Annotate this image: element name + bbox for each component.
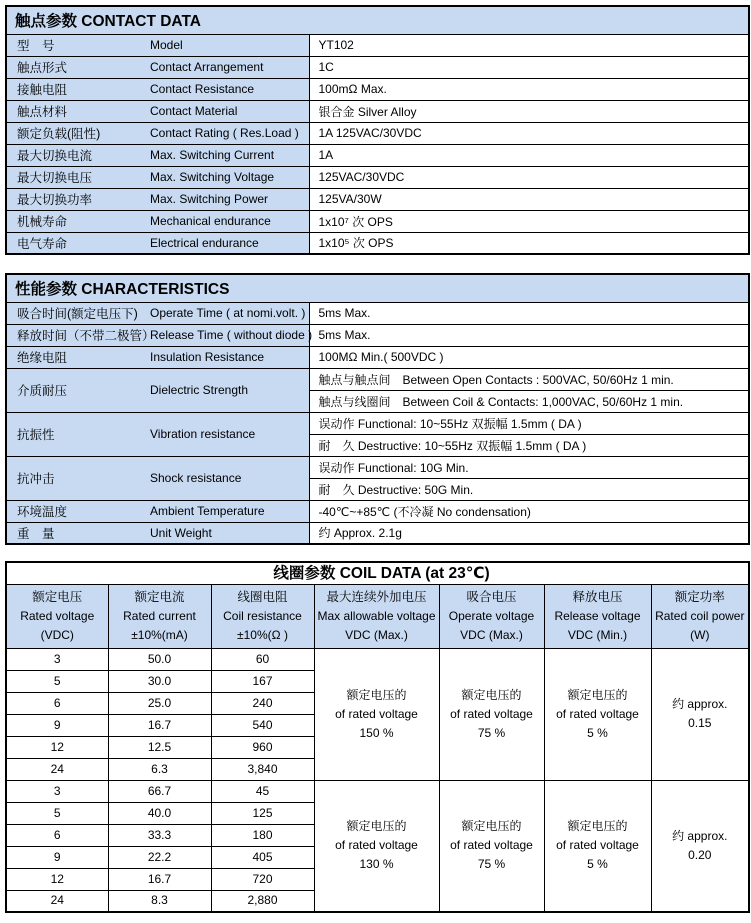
- coil-resistance-cell: 540: [211, 714, 314, 736]
- table-row: [6, 100, 749, 122]
- table-row: [6, 232, 749, 254]
- row-label: [6, 56, 309, 78]
- row-label: [6, 100, 309, 122]
- rated-current-cell: 33.3: [108, 824, 211, 846]
- label-cn: 最大切换功率: [17, 193, 93, 207]
- row-value: 125VAC/30VDC: [309, 166, 749, 188]
- row-label: [6, 166, 309, 188]
- coil-data-title: 线圈参数 COIL DATA (at 23℃): [6, 562, 749, 584]
- label-cn: 抗冲击: [17, 472, 55, 486]
- table-row: [6, 522, 749, 544]
- rated-voltage-cell: 24: [6, 758, 108, 780]
- coil-header-row: [6, 584, 749, 648]
- rated-voltage-cell: 9: [6, 846, 108, 868]
- coil-resistance-cell: 3,840: [211, 758, 314, 780]
- coil-resistance-cell: 960: [211, 736, 314, 758]
- label-en: Shock resistance: [150, 471, 242, 485]
- table-row: [6, 368, 749, 390]
- table-row: [6, 412, 749, 434]
- row-value: 耐 久 Destructive: 10~55Hz 双振幅 1.5mm ( DA ): [309, 434, 749, 456]
- table-row: [6, 210, 749, 232]
- col-header-operate-voltage: 吸合电压 Operate voltage VDC (Max.): [439, 584, 544, 648]
- rated-current-cell: 50.0: [108, 648, 211, 670]
- row-value: 误动作 Functional: 10G Min.: [309, 456, 749, 478]
- label-cn: 吸合时间(额定电压下): [17, 307, 138, 321]
- rated-voltage-cell: 6: [6, 692, 108, 714]
- rated-voltage-cell: 5: [6, 802, 108, 824]
- label-en: Max. Switching Voltage: [150, 170, 275, 184]
- characteristics-table: [5, 273, 750, 545]
- operate-voltage-cell: 额定电压的 of rated voltage 75 %: [439, 780, 544, 912]
- label-cn: 机械寿命: [17, 215, 68, 229]
- row-label: [6, 500, 309, 522]
- rated-current-cell: 30.0: [108, 670, 211, 692]
- row-label: [6, 368, 309, 412]
- section-title-row: [6, 6, 749, 34]
- coil-resistance-cell: 167: [211, 670, 314, 692]
- label-cn: 最大切换电压: [17, 171, 93, 185]
- rated-voltage-cell: 24: [6, 890, 108, 912]
- table-row: [6, 346, 749, 368]
- label-en: Contact Rating ( Res.Load ): [150, 126, 299, 140]
- label-en: Ambient Temperature: [150, 504, 265, 518]
- rated-current-cell: 22.2: [108, 846, 211, 868]
- row-value: 100MΩ Min.( 500VDC ): [309, 346, 749, 368]
- label-en: Max. Switching Current: [150, 148, 275, 162]
- row-label: [6, 188, 309, 210]
- table-row: [6, 144, 749, 166]
- rated-voltage-cell: 3: [6, 648, 108, 670]
- col-header-rated-voltage: 额定电压 Rated voltage (VDC): [6, 584, 108, 648]
- row-value: 1A: [309, 144, 749, 166]
- row-value: 5ms Max.: [309, 302, 749, 324]
- row-label: [6, 122, 309, 144]
- contact-data-title: 触点参数 CONTACT DATA: [6, 6, 749, 34]
- rated-voltage-cell: 9: [6, 714, 108, 736]
- row-value: 触点与线圈间 Between Coil & Contacts: 1,000VAC, 50/60Hz 1 min.: [309, 390, 749, 412]
- row-value: 耐 久 Destructive: 50G Min.: [309, 478, 749, 500]
- row-value: YT102: [309, 34, 749, 56]
- table-row: [6, 34, 749, 56]
- row-label: [6, 232, 309, 254]
- label-en: Contact Material: [150, 104, 238, 118]
- label-en: Contact Resistance: [150, 82, 255, 96]
- row-value: 触点与触点间 Between Open Contacts : 500VAC, 50/60Hz 1 min.: [309, 368, 749, 390]
- row-value: -40℃~+85℃ (不冷凝 No condensation): [309, 500, 749, 522]
- table-row: [6, 188, 749, 210]
- table-row: [6, 302, 749, 324]
- rated-current-cell: 66.7: [108, 780, 211, 802]
- row-label: [6, 34, 309, 56]
- rated-voltage-cell: 6: [6, 824, 108, 846]
- label-en: Vibration resistance: [150, 427, 256, 441]
- label-cn: 型 号: [17, 39, 55, 53]
- row-label: [6, 302, 309, 324]
- rated-current-cell: 6.3: [108, 758, 211, 780]
- rated-voltage-cell: 5: [6, 670, 108, 692]
- row-label: [6, 412, 309, 456]
- section-title-row: [6, 562, 749, 584]
- rated-current-cell: 16.7: [108, 868, 211, 890]
- row-value: 100mΩ Max.: [309, 78, 749, 100]
- row-label: [6, 522, 309, 544]
- coil-resistance-cell: 125: [211, 802, 314, 824]
- label-en: Model: [150, 38, 183, 52]
- operate-voltage-cell: 额定电压的 of rated voltage 75 %: [439, 648, 544, 780]
- label-en: Unit Weight: [150, 525, 212, 540]
- rated-current-cell: 40.0: [108, 802, 211, 824]
- max-allowable-voltage-cell: 额定电压的 of rated voltage 150 %: [314, 648, 439, 780]
- table-row: [6, 166, 749, 188]
- col-header-rated-current: 额定电流 Rated current ±10%(mA): [108, 584, 211, 648]
- coil-resistance-cell: 180: [211, 824, 314, 846]
- coil-data-table: [5, 561, 750, 913]
- coil-resistance-cell: 240: [211, 692, 314, 714]
- label-en: Release Time ( without diode ): [150, 328, 313, 342]
- row-value: 1x10⁷ 次 OPS: [309, 210, 749, 232]
- row-label: [6, 456, 309, 500]
- row-value: 银合金 Silver Alloy: [309, 100, 749, 122]
- rated-voltage-cell: 12: [6, 736, 108, 758]
- label-cn: 释放时间（不带二极管）: [17, 329, 155, 343]
- label-cn: 绝缘电阻: [17, 351, 68, 365]
- table-row: [6, 56, 749, 78]
- coil-resistance-cell: 405: [211, 846, 314, 868]
- label-cn: 额定负载(阻性): [17, 127, 101, 141]
- label-cn: 介质耐压: [17, 384, 68, 398]
- rated-current-cell: 16.7: [108, 714, 211, 736]
- col-header-release-voltage: 释放电压 Release voltage VDC (Min.): [544, 584, 651, 648]
- row-label: [6, 324, 313, 346]
- row-label: [6, 78, 309, 100]
- rated-coil-power-cell: 约 approx. 0.20: [651, 780, 749, 912]
- label-cn: 最大切换电流: [17, 149, 93, 163]
- row-label: [6, 210, 309, 232]
- label-en: Contact Arrangement: [150, 60, 264, 74]
- col-header-max-allowable-voltage: 最大连续外加电压 Max allowable voltage VDC (Max.): [314, 584, 439, 648]
- col-header-coil-resistance: 线圈电阻 Coil resistance ±10%(Ω ): [211, 584, 314, 648]
- rated-current-cell: 12.5: [108, 736, 211, 758]
- label-cn: 触点形式: [17, 61, 68, 75]
- coil-data-row: [6, 780, 749, 802]
- label-cn: 触点材料: [17, 105, 68, 119]
- row-value: 约 Approx. 2.1g: [309, 522, 749, 544]
- row-value: 125VA/30W: [309, 188, 749, 210]
- row-value: 5ms Max.: [309, 324, 749, 346]
- label-cn: 重 量: [17, 526, 55, 541]
- coil-resistance-cell: 720: [211, 868, 314, 890]
- coil-resistance-cell: 45: [211, 780, 314, 802]
- contact-data-table: [5, 5, 750, 255]
- characteristics-title: 性能参数 CHARACTERISTICS: [6, 274, 749, 302]
- max-allowable-voltage-cell: 额定电压的 of rated voltage 130 %: [314, 780, 439, 912]
- table-row: [6, 122, 749, 144]
- label-cn: 环境温度: [17, 505, 68, 519]
- label-en: Dielectric Strength: [150, 383, 249, 397]
- row-value: 误动作 Functional: 10~55Hz 双振幅 1.5mm ( DA ): [309, 412, 749, 434]
- coil-resistance-cell: 2,880: [211, 890, 314, 912]
- section-title-row: [6, 274, 749, 302]
- row-label: [6, 144, 309, 166]
- rated-current-cell: 25.0: [108, 692, 211, 714]
- table-row: [6, 500, 749, 522]
- rated-voltage-cell: 3: [6, 780, 108, 802]
- label-cn: 电气寿命: [17, 236, 68, 251]
- row-value: 1x10⁵ 次 OPS: [309, 232, 749, 254]
- row-value: 1C: [309, 56, 749, 78]
- label-en: Electrical endurance: [150, 235, 259, 250]
- table-row: [6, 78, 749, 100]
- col-header-rated-coil-power: 额定功率 Rated coil power (W): [651, 584, 749, 648]
- rated-voltage-cell: 12: [6, 868, 108, 890]
- label-en: Mechanical endurance: [150, 214, 271, 228]
- label-en: Max. Switching Power: [150, 192, 269, 206]
- label-cn: 抗振性: [17, 428, 55, 442]
- release-voltage-cell: 额定电压的 of rated voltage 5 %: [544, 648, 651, 780]
- rated-current-cell: 8.3: [108, 890, 211, 912]
- release-voltage-cell: 额定电压的 of rated voltage 5 %: [544, 780, 651, 912]
- table-row: [6, 456, 749, 478]
- label-en: Operate Time ( at nomi.volt. ): [150, 306, 306, 320]
- row-label: [6, 346, 309, 368]
- rated-coil-power-cell: 约 approx. 0.15: [651, 648, 749, 780]
- row-value: 1A 125VAC/30VDC: [309, 122, 749, 144]
- table-row: [6, 324, 749, 346]
- label-cn: 接触电阻: [17, 83, 68, 97]
- coil-resistance-cell: 60: [211, 648, 314, 670]
- coil-data-row: [6, 648, 749, 670]
- label-en: Insulation Resistance: [150, 350, 265, 364]
